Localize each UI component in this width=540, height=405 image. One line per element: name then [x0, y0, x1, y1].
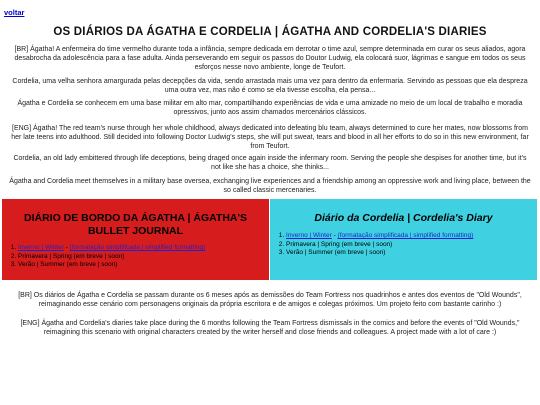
agatha-journal-list: [2, 244, 269, 270]
agatha-journal-title: DIÁRIO DE BORDO DA ÁGATHA | ÁGATHA'S BULLET JOURNAL: [23, 212, 247, 237]
intro-paragraph-eng-cordelia: Cordelia, an old lady embittered through life deceptions, being draged once again inside the infermary room. Serving the people she despises for another time, but it's not like she has a choice, she thinks...: [13, 155, 527, 171]
intro-paragraph-eng-meeting: Ágatha and Cordelia meet themselves in a military base oversea, exchanging live experiences and a friendship among an oppressive work and living place, between the so called classic mercenaries.: [9, 178, 531, 194]
list-item: 3. Verão | Summer (em breve | soon): [286, 249, 537, 258]
back-link[interactable]: voltar: [4, 8, 25, 17]
agatha-journal-panel: [2, 199, 269, 280]
list-item: 2. Primavera | Spring (em breve | soon): [18, 253, 269, 262]
cordelia-winter-simplified-link[interactable]: (formatação simplificada | simplified formatting): [337, 232, 474, 239]
agatha-winter-simplified-link[interactable]: (formatação simplificada | simplified formatting): [69, 244, 206, 251]
outro-paragraph-br: [BR] Os diários de Ágatha e Cordelia se passam durante os 6 meses após as demissões do Team Fortress nos quadrinhos e antes dos eventos de "Old Wounds", reimaginando esse cenário com personagens originais da própria escritora e de amigos e colegas próximos. Um projeto feito com bastante carinho :): [18, 292, 522, 308]
intro-paragraph-br-meeting: Ágatha e Cordelia se conhecem em uma base militar em alto mar, compartilhando experiências de vida e uma amizade no meio de um local de trabalho e moradia opressivos, junto aos assim chamados mercenários clássicos.: [17, 100, 523, 116]
list-item: [18, 244, 269, 253]
intro-paragraph-br-cordelia: Cordelia, uma velha senhora amargurada pelas decepções da vida, sendo arrastada mais uma vez para dentro da enfermaria. Servindo as pessoas que ela despreza uma outra vez, mas não é como se ela tivesse escolha, ela pensa...: [12, 78, 528, 94]
cordelia-diary-title: Diário da Cordelia | Cordelia's Diary: [314, 212, 493, 224]
link-separator: -: [331, 232, 338, 239]
list-item: 3. Verão | Summer (em breve | soon): [18, 261, 269, 270]
intro-paragraph-br-agatha: [BR] Ágatha! A enfermeira do time vermelho durante toda a infância, sempre dedicada em derrotar o time azul, sempre determinada em curar os seus aliados, agora desabrocha da adolescência para a fase adulta. Ainda perseverando em seguir os passos do Doutor Ludwig, ela colocará suor, lágrimas e sangue em todos os seus esforços nesse novo ambiente, longe de Teufort.: [14, 46, 526, 71]
list-item: [286, 232, 537, 241]
cordelia-winter-link[interactable]: Inverno | Winter: [286, 232, 332, 239]
link-separator: -: [63, 244, 70, 251]
agatha-winter-link[interactable]: Inverno | Winter: [18, 244, 64, 251]
cordelia-diary-panel: [270, 199, 537, 280]
list-item: 2. Primavera | Spring (em breve | soon): [286, 241, 537, 250]
outro-paragraph-eng: [ENG] Ágatha and Cordelia's diaries take place during the 6 months following the Team Fortress dismissals in the comics and before the events of "Old Wounds," reimagining this scenario with original characters created by the writer herself and close friends and colleagues. A project made with a lot of care :): [20, 320, 520, 336]
cordelia-diary-list: [270, 232, 537, 258]
page-title: OS DIÁRIOS DA ÁGATHA E CORDELIA | ÁGATHA AND CORDELIA'S DIARIES: [53, 26, 487, 38]
intro-paragraph-eng-agatha: [ENG] Ágatha! The red team's nurse through her whole childhood, always dedicated into defeating blu team, always determined to cure her mates, now blossoms from her late teens into adulthood. Still decided into following Doctor Ludwig's steps, she will put sweat, tears and blood in all her efforts to do so in this new environment, far from Teufort.: [11, 125, 529, 150]
